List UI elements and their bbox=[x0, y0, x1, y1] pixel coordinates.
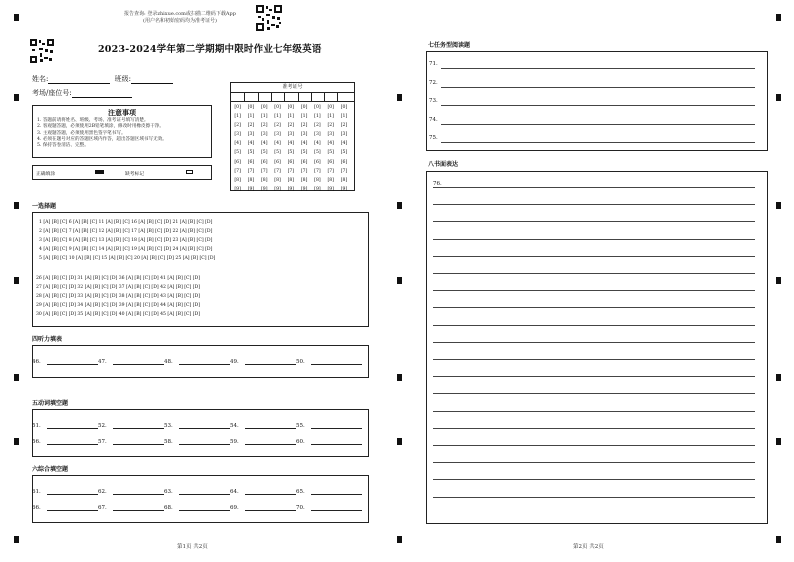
page-title: 2023-2024学年第二学期期中限时作业七年级英语 bbox=[98, 44, 322, 55]
alignment-mark bbox=[14, 202, 19, 209]
exam-id-digit-bubble[interactable]: [4] bbox=[247, 141, 255, 147]
exam-id-digit-bubble[interactable]: [8] bbox=[300, 177, 308, 183]
exam-id-digit-bubble[interactable]: [2] bbox=[234, 123, 241, 129]
mc-block1[interactable] bbox=[39, 218, 215, 263]
section4-box bbox=[32, 345, 369, 378]
exam-id-digit-bubble[interactable]: [4] bbox=[340, 141, 348, 147]
exam-id-digit-bubble[interactable]: [4] bbox=[300, 141, 308, 147]
alignment-mark bbox=[14, 536, 19, 543]
alignment-mark bbox=[14, 277, 19, 284]
fill-blank-item[interactable] bbox=[98, 438, 164, 445]
alignment-mark bbox=[14, 94, 19, 101]
mc-row[interactable]: 4 [A] [B] [C] 9 [A] [B] [C] 14 [A] [B] [C] 19 [A] [B] [C] [D] 24 [A] [B] [C] [D] bbox=[39, 247, 213, 253]
exam-id-divider bbox=[337, 92, 338, 101]
question-number: 71. bbox=[429, 61, 438, 67]
exam-id-digit-bubble[interactable]: [8] bbox=[274, 177, 281, 183]
fill-blank-item[interactable] bbox=[164, 488, 230, 495]
answer-line[interactable] bbox=[441, 142, 755, 143]
question-number: 47. bbox=[98, 359, 107, 365]
exam-id-digit-bubble[interactable]: [4] bbox=[327, 141, 334, 147]
answer-blank[interactable] bbox=[47, 438, 98, 445]
notice-item: 3. 主观题答题，必须使用黑色签字笔书写。 bbox=[37, 130, 126, 136]
seat-field[interactable] bbox=[32, 88, 132, 98]
essay-line[interactable] bbox=[433, 187, 755, 188]
exam-id-digit-bubble[interactable]: [0] bbox=[300, 105, 308, 110]
exam-id-column[interactable] bbox=[311, 103, 324, 194]
answer-line[interactable] bbox=[441, 124, 755, 125]
exam-id-digit-bubble[interactable]: [7] bbox=[314, 168, 321, 174]
exam-id-digit-bubble[interactable]: [5] bbox=[274, 150, 281, 156]
fill-blank-item[interactable] bbox=[32, 422, 98, 429]
answer-blank[interactable] bbox=[179, 504, 230, 511]
essay-line[interactable] bbox=[433, 376, 755, 377]
exam-id-digit-bubble[interactable]: [6] bbox=[274, 159, 281, 165]
question-number: 48. bbox=[164, 359, 173, 365]
answer-blank[interactable] bbox=[47, 504, 98, 511]
essay-line[interactable] bbox=[433, 221, 755, 222]
mc-row[interactable]: 27 [A] [B] [C] [D] 32 [A] [B] [C] [D] 37 [A] [B] [C] [D] 42 [A] [B] [C] [D] bbox=[36, 285, 201, 291]
exam-id-digit-bubble[interactable]: [1] bbox=[247, 114, 255, 120]
section6-box bbox=[32, 475, 369, 523]
missing-mark-label: 缺考标记 bbox=[125, 172, 145, 177]
exam-id-digit-bubble[interactable]: [3] bbox=[314, 132, 321, 138]
alignment-mark bbox=[397, 202, 402, 209]
question-number: 75. bbox=[429, 135, 438, 141]
essay-line[interactable] bbox=[433, 445, 755, 446]
exam-id-column[interactable] bbox=[297, 103, 310, 194]
exam-id-digit-bubble[interactable]: [6] bbox=[327, 159, 334, 165]
fill-blank-item[interactable] bbox=[230, 358, 296, 365]
fill-blank-item[interactable] bbox=[230, 504, 296, 511]
alignment-mark bbox=[14, 374, 19, 381]
alignment-mark bbox=[397, 374, 402, 381]
fill-blank-item[interactable] bbox=[164, 422, 230, 429]
section6-title: 六综合填空题 bbox=[32, 466, 69, 473]
exam-id-digit-bubble[interactable]: [4] bbox=[234, 141, 241, 147]
answer-blank[interactable] bbox=[245, 438, 296, 445]
exam-id-digit-bubble[interactable]: [8] bbox=[287, 177, 295, 183]
exam-id-digit-bubble[interactable]: [9] bbox=[300, 186, 308, 192]
question-number: 70. bbox=[296, 505, 305, 511]
exam-id-digit-bubble[interactable]: [7] bbox=[260, 168, 268, 174]
section5-box bbox=[32, 409, 369, 457]
question-number: 72. bbox=[429, 79, 438, 86]
essay-line[interactable] bbox=[433, 497, 755, 498]
exam-id-digit-bubble[interactable]: [2] bbox=[340, 123, 348, 129]
exam-id-digit-bubble[interactable]: [1] bbox=[260, 114, 268, 120]
exam-id-digit-bubble[interactable]: [6] bbox=[300, 159, 308, 165]
exam-id-digit-bubble[interactable]: [9] bbox=[314, 186, 321, 192]
question-number: 51. bbox=[32, 423, 41, 429]
notice-title: 注意事项 bbox=[108, 108, 136, 117]
fill-blank-item[interactable] bbox=[164, 504, 230, 511]
exam-id-digit-bubble[interactable]: [0] bbox=[234, 105, 241, 110]
exam-id-digit-bubble[interactable]: [2] bbox=[327, 123, 334, 129]
question-number: 63. bbox=[164, 489, 173, 495]
exam-id-digit-bubble[interactable]: [3] bbox=[274, 132, 281, 138]
essay-line[interactable] bbox=[433, 204, 755, 205]
exam-id-digit-bubble[interactable]: [6] bbox=[247, 159, 255, 165]
answer-blank[interactable] bbox=[311, 438, 362, 445]
alignment-mark bbox=[14, 14, 19, 21]
correct-fill-label: 正确填涂 bbox=[36, 172, 56, 177]
essay-line[interactable] bbox=[433, 393, 755, 394]
essay-start-number: 76. bbox=[433, 181, 442, 187]
exam-id-title: 准考证号 bbox=[231, 83, 354, 93]
exam-id-digit-bubble[interactable]: [8] bbox=[234, 177, 241, 183]
exam-id-columns[interactable] bbox=[231, 103, 351, 194]
exam-id-digit-bubble[interactable]: [9] bbox=[340, 186, 348, 192]
name-blank[interactable] bbox=[48, 76, 110, 84]
question-number: 57. bbox=[98, 439, 107, 445]
exam-id-digit-bubble[interactable]: [2] bbox=[287, 123, 295, 129]
answer-line[interactable] bbox=[441, 105, 755, 106]
essay-line[interactable] bbox=[433, 428, 755, 429]
alignment-mark bbox=[776, 374, 781, 381]
question-number: 61. bbox=[32, 489, 41, 495]
fill-blank-item[interactable] bbox=[32, 438, 98, 445]
exam-id-digit-bubble[interactable]: [0] bbox=[274, 105, 281, 110]
exam-id-column[interactable] bbox=[231, 103, 244, 194]
fill-row bbox=[32, 488, 362, 495]
exam-id-digit-bubble[interactable]: [6] bbox=[314, 159, 321, 165]
exam-id-digit-bubble[interactable]: [3] bbox=[300, 132, 308, 138]
exam-id-column[interactable] bbox=[324, 103, 337, 194]
question-number: 74. bbox=[429, 116, 438, 123]
answer-blank[interactable] bbox=[113, 488, 164, 495]
exam-id-digit-bubble[interactable]: [0] bbox=[260, 105, 268, 110]
section4-title: 四听力填表 bbox=[32, 336, 63, 343]
exam-id-digit-bubble[interactable]: [3] bbox=[260, 132, 268, 138]
essay-line[interactable] bbox=[433, 290, 755, 291]
exam-id-digit-bubble[interactable]: [2] bbox=[274, 123, 281, 129]
exam-id-digit-bubble[interactable]: [1] bbox=[274, 114, 281, 120]
exam-id-divider bbox=[271, 92, 272, 101]
exam-id-digit-bubble[interactable]: [0] bbox=[247, 105, 255, 110]
answer-blank[interactable] bbox=[245, 488, 296, 495]
question-number: 58. bbox=[164, 439, 173, 445]
exam-id-digit-bubble[interactable]: [9] bbox=[247, 186, 255, 192]
answer-blank[interactable] bbox=[311, 358, 362, 365]
name-label: 姓名: bbox=[32, 75, 49, 83]
alignment-mark bbox=[397, 94, 402, 101]
name-field[interactable] bbox=[32, 74, 173, 84]
fill-blank-item[interactable] bbox=[32, 488, 98, 495]
exam-id-digit-bubble[interactable]: [5] bbox=[247, 150, 255, 156]
answer-blank[interactable] bbox=[311, 488, 362, 495]
question-number: 65. bbox=[296, 489, 305, 495]
exam-id-digit-bubble[interactable]: [0] bbox=[314, 105, 321, 110]
exam-id-digit-bubble[interactable]: [9] bbox=[260, 186, 268, 192]
exam-id-digit-bubble[interactable]: [8] bbox=[260, 177, 268, 183]
answer-blank[interactable] bbox=[179, 488, 230, 495]
exam-id-digit-bubble[interactable]: [0] bbox=[287, 105, 295, 110]
alignment-mark bbox=[397, 277, 402, 284]
answer-blank[interactable] bbox=[47, 358, 98, 365]
header-line2: (用户名和初始密码均为准考证号) bbox=[143, 18, 217, 24]
exam-id-digit-bubble[interactable]: [8] bbox=[314, 177, 321, 183]
answer-blank[interactable] bbox=[311, 422, 362, 429]
exam-id-column[interactable] bbox=[271, 103, 284, 194]
alignment-mark bbox=[776, 536, 781, 543]
question-number: 54. bbox=[230, 423, 239, 429]
notice-box bbox=[32, 105, 212, 158]
essay-line[interactable] bbox=[433, 239, 755, 240]
exam-id-digit-bubble[interactable]: [3] bbox=[327, 132, 334, 138]
fill-blank-item[interactable] bbox=[296, 358, 362, 365]
answer-line[interactable] bbox=[441, 87, 755, 88]
notice-item: 5. 保持答卷清洁、完整。 bbox=[37, 143, 89, 149]
fill-blank-item[interactable] bbox=[296, 422, 362, 429]
fill-example-box bbox=[32, 165, 212, 180]
question-number: 52. bbox=[98, 423, 107, 429]
section7-title: 七任务型阅读题 bbox=[428, 42, 471, 49]
essay-line[interactable] bbox=[433, 325, 755, 326]
fill-blank-item[interactable] bbox=[230, 488, 296, 495]
exam-id-digit-bubble[interactable]: [5] bbox=[327, 150, 334, 156]
mc-block2[interactable] bbox=[36, 274, 200, 319]
exam-id-digit-bubble[interactable]: [7] bbox=[340, 168, 348, 174]
mc-row[interactable]: 3 [A] [B] [C] 8 [A] [B] [C] 13 [A] [B] [C] 18 [A] [B] [C] [D] 23 [A] [B] [C] [D] bbox=[39, 238, 213, 244]
exam-id-digit-bubble[interactable]: [1] bbox=[314, 114, 321, 120]
question-number: 50. bbox=[296, 359, 305, 365]
question-number: 62. bbox=[98, 489, 107, 495]
alignment-mark bbox=[397, 438, 402, 445]
exam-id-digit-bubble[interactable]: [9] bbox=[234, 186, 241, 192]
exam-id-digit-bubble[interactable]: [2] bbox=[247, 123, 255, 129]
exam-id-divider bbox=[298, 92, 299, 101]
essay-line[interactable] bbox=[433, 307, 755, 308]
answer-line[interactable] bbox=[441, 68, 755, 69]
question-number: 56. bbox=[32, 439, 41, 445]
section8-title: 八书面表达 bbox=[428, 161, 459, 168]
exam-id-digit-bubble[interactable]: [7] bbox=[247, 168, 255, 174]
class-label: 班级: bbox=[114, 75, 131, 83]
exam-id-column[interactable] bbox=[244, 103, 257, 194]
exam-id-divider bbox=[311, 92, 312, 101]
exam-id-digit-bubble[interactable]: [2] bbox=[300, 123, 308, 129]
exam-id-divider bbox=[244, 92, 245, 101]
exam-id-digit-bubble[interactable]: [8] bbox=[327, 177, 334, 183]
answer-blank[interactable] bbox=[113, 422, 164, 429]
exam-id-digit-bubble[interactable]: [9] bbox=[327, 186, 334, 192]
section1-box bbox=[32, 212, 369, 327]
fill-blank-item[interactable] bbox=[230, 438, 296, 445]
question-number: 53. bbox=[164, 423, 173, 429]
exam-id-digit-bubble[interactable]: [8] bbox=[340, 177, 348, 183]
exam-id-column[interactable] bbox=[258, 103, 271, 194]
mc-row[interactable]: 29 [A] [B] [C] [D] 34 [A] [B] [C] [D] 39 [A] [B] [C] [D] 44 [A] [B] [C] [D] bbox=[36, 303, 201, 309]
fill-blank-item[interactable] bbox=[230, 422, 296, 429]
fill-row bbox=[32, 504, 362, 511]
qr-code-icon bbox=[30, 39, 54, 63]
exam-id-digit-bubble[interactable]: [0] bbox=[327, 105, 334, 110]
fill-blank-item[interactable] bbox=[32, 504, 98, 511]
exam-id-digit-bubble[interactable]: [5] bbox=[300, 150, 308, 156]
exam-id-digit-bubble[interactable]: [7] bbox=[274, 168, 281, 174]
essay-line[interactable] bbox=[433, 273, 755, 274]
fill-blank-item[interactable] bbox=[164, 438, 230, 445]
filled-sample bbox=[95, 170, 104, 174]
alignment-mark bbox=[397, 536, 402, 543]
exam-id-column[interactable] bbox=[284, 103, 297, 194]
alignment-mark bbox=[14, 438, 19, 445]
essay-line[interactable] bbox=[433, 411, 755, 412]
exam-id-digit-bubble[interactable]: [4] bbox=[260, 141, 268, 147]
exam-id-divider bbox=[258, 92, 259, 101]
fill-blank-item[interactable] bbox=[32, 358, 98, 365]
question-number: 49. bbox=[230, 359, 239, 365]
exam-id-digit-bubble[interactable]: [6] bbox=[234, 159, 241, 165]
exam-id-digit-bubble[interactable]: [3] bbox=[287, 132, 295, 138]
answer-blank[interactable] bbox=[245, 504, 296, 511]
answer-blank[interactable] bbox=[245, 422, 296, 429]
exam-id-digit-bubble[interactable]: [5] bbox=[287, 150, 295, 156]
exam-id-digit-bubble[interactable]: [9] bbox=[274, 186, 281, 192]
exam-id-digit-bubble[interactable]: [7] bbox=[300, 168, 308, 174]
fill-row bbox=[32, 358, 362, 365]
fill-blank-item[interactable] bbox=[98, 488, 164, 495]
question-number: 60. bbox=[296, 439, 305, 445]
class-blank[interactable] bbox=[131, 76, 173, 84]
essay-line[interactable] bbox=[433, 462, 755, 463]
answer-blank[interactable] bbox=[113, 438, 164, 445]
answer-blank[interactable] bbox=[113, 504, 164, 511]
exam-id-digit-bubble[interactable]: [5] bbox=[340, 150, 348, 156]
exam-id-digit-bubble[interactable]: [2] bbox=[260, 123, 268, 129]
fill-blank-item[interactable] bbox=[98, 358, 164, 365]
fill-blank-item[interactable] bbox=[98, 504, 164, 511]
answer-blank[interactable] bbox=[47, 422, 98, 429]
exam-id-digit-bubble[interactable]: [0] bbox=[340, 105, 348, 110]
exam-id-digit-bubble[interactable]: [4] bbox=[287, 141, 295, 147]
notice-item: 2. 客观题答题，必须使用2B铅笔填涂，修改时用橡皮擦干净。 bbox=[37, 124, 164, 130]
exam-id-separator bbox=[231, 101, 354, 102]
exam-id-digit-bubble[interactable]: [3] bbox=[340, 132, 348, 138]
exam-id-divider bbox=[284, 92, 285, 101]
exam-id-digit-bubble[interactable]: [4] bbox=[274, 141, 281, 147]
missing-mark-box[interactable] bbox=[186, 170, 193, 174]
exam-id-digit-bubble[interactable]: [6] bbox=[287, 159, 295, 165]
mc-row[interactable]: 28 [A] [B] [C] [D] 33 [A] [B] [C] [D] 38 [A] [B] [C] [D] 43 [A] [B] [C] [D] bbox=[36, 294, 201, 300]
answer-blank[interactable] bbox=[311, 504, 362, 511]
fill-row bbox=[32, 438, 362, 445]
question-number: 59. bbox=[230, 439, 239, 445]
mc-row[interactable]: 26 [A] [B] [C] [D] 31 [A] [B] [C] [D] 36 [A] [B] [C] [D] 41 [A] [B] [C] [D] bbox=[36, 276, 201, 281]
exam-id-digit-bubble[interactable]: [1] bbox=[340, 114, 348, 120]
exam-id-digit-bubble[interactable]: [6] bbox=[260, 159, 268, 165]
exam-id-digit-bubble[interactable]: [5] bbox=[234, 150, 241, 156]
page-footer-1: 第1页 共2页 bbox=[177, 544, 208, 550]
exam-id-digit-bubble[interactable]: [1] bbox=[234, 114, 241, 120]
notice-item: 4. 必须在题号对应的答题区域内作答，超出答题区域书写无效。 bbox=[37, 136, 167, 142]
question-number: 73. bbox=[429, 98, 438, 104]
question-number: 69. bbox=[230, 505, 239, 511]
alignment-mark bbox=[776, 202, 781, 209]
essay-line[interactable] bbox=[433, 342, 755, 343]
exam-id-column[interactable] bbox=[337, 103, 350, 194]
exam-id-digit-bubble[interactable]: [7] bbox=[287, 168, 295, 174]
exam-id-digit-bubble[interactable]: [2] bbox=[314, 123, 321, 129]
mc-row[interactable]: 2 [A] [B] [C] 7 [A] [B] [C] 12 [A] [B] [C] 17 [A] [B] [C] [D] 22 [A] [B] [C] [D] bbox=[39, 229, 213, 235]
seat-blank[interactable] bbox=[72, 90, 132, 98]
exam-id-digit-bubble[interactable]: [8] bbox=[247, 177, 255, 183]
answer-blank[interactable] bbox=[179, 438, 230, 445]
seat-label: 考场/座位号: bbox=[32, 89, 72, 97]
question-number: 67. bbox=[98, 505, 107, 511]
alignment-mark bbox=[776, 277, 781, 284]
mc-row[interactable]: 30 [A] [B] [C] [D] 35 [A] [B] [C] [D] 40 [A] [B] [C] [D] 45 [A] [B] [C] [D] bbox=[36, 312, 201, 318]
fill-blank-item[interactable] bbox=[164, 358, 230, 365]
fill-blank-item[interactable] bbox=[98, 422, 164, 429]
exam-id-digit-bubble[interactable]: [6] bbox=[340, 159, 348, 165]
fill-blank-item[interactable] bbox=[296, 438, 362, 445]
question-number: 68. bbox=[164, 505, 173, 511]
mc-row[interactable]: 1 [A] [B] [C] 6 [A] [B] [C] 11 [A] [B] [C] 16 [A] [B] [C] [D] 21 [A] [B] [C] [D] bbox=[39, 220, 213, 225]
exam-id-digit-bubble[interactable]: [1] bbox=[300, 114, 308, 120]
exam-id-digit-bubble[interactable]: [5] bbox=[260, 150, 268, 156]
exam-id-grid bbox=[230, 82, 355, 191]
page-footer-2: 第2页 共2页 bbox=[573, 544, 604, 550]
section1-title: 一选择题 bbox=[32, 203, 57, 210]
answer-blank[interactable] bbox=[245, 358, 296, 365]
section7-box bbox=[426, 51, 768, 151]
exam-id-digit-bubble[interactable]: [9] bbox=[287, 186, 295, 192]
alignment-mark bbox=[776, 94, 781, 101]
exam-id-digit-bubble[interactable]: [1] bbox=[327, 114, 334, 120]
essay-line[interactable] bbox=[433, 479, 755, 480]
question-number: 55. bbox=[296, 423, 305, 429]
section5-title: 五动词填空题 bbox=[32, 400, 69, 407]
question-number: 46. bbox=[32, 359, 41, 365]
header-line1: 报告查询: 登录zhixue.com或扫描二维码下载App bbox=[124, 11, 236, 17]
answer-blank[interactable] bbox=[179, 422, 230, 429]
exam-id-divider bbox=[324, 92, 325, 101]
question-number: 66. bbox=[32, 505, 41, 511]
alignment-mark bbox=[776, 14, 781, 21]
exam-id-digit-bubble[interactable]: [1] bbox=[287, 114, 295, 120]
alignment-mark bbox=[776, 438, 781, 445]
fill-blank-item[interactable] bbox=[296, 504, 362, 511]
exam-id-digit-bubble[interactable]: [3] bbox=[234, 132, 241, 138]
essay-line[interactable] bbox=[433, 256, 755, 257]
fill-row bbox=[32, 422, 362, 429]
essay-line[interactable] bbox=[433, 359, 755, 360]
fill-blank-item[interactable] bbox=[296, 488, 362, 495]
mc-row[interactable]: 5 [A] [B] [C] 10 [A] [B] [C] 15 [A] [B] [C] 20 [A] [B] [C] [D] 25 [A] [B] [C] [D] bbox=[39, 256, 216, 262]
answer-blank[interactable] bbox=[113, 358, 164, 365]
exam-id-digit-bubble[interactable]: [4] bbox=[314, 141, 321, 147]
exam-id-digit-bubble[interactable]: [5] bbox=[314, 150, 321, 156]
header-info bbox=[110, 11, 250, 25]
notice-item: 1. 答题前请将姓名、班级、考场、准考证号填写清楚。 bbox=[37, 118, 149, 123]
exam-id-digit-bubble[interactable]: [7] bbox=[327, 168, 334, 174]
answer-blank[interactable] bbox=[47, 488, 98, 495]
qr-code-icon[interactable] bbox=[256, 5, 282, 31]
exam-id-digit-bubble[interactable]: [7] bbox=[234, 168, 241, 174]
question-number: 64. bbox=[230, 489, 239, 495]
exam-id-digit-bubble[interactable]: [3] bbox=[247, 132, 255, 138]
answer-blank[interactable] bbox=[179, 358, 230, 365]
section8-box bbox=[426, 171, 768, 524]
